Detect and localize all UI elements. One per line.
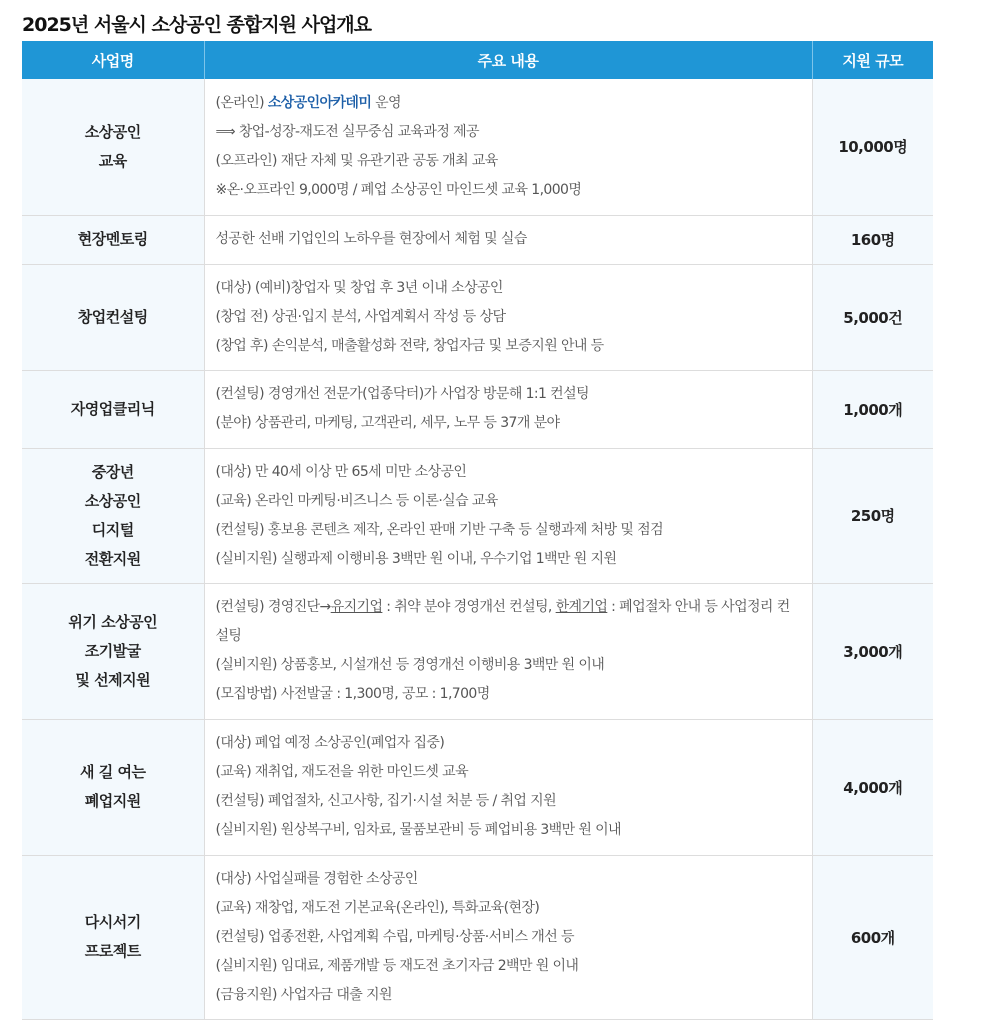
program-name-cell: [22, 719, 204, 855]
program-name-line: 교육: [98, 151, 127, 170]
support-scale-cell: 4,000개: [812, 719, 933, 855]
table-row: [22, 215, 933, 264]
content-text: : 폐업절차 안내 등 사업정리 컨설팅: [215, 599, 790, 644]
content-line: (컨설팅) 경영개선 전문가(업종닥터)가 사업장 방문해 1:1 컨설팅: [215, 386, 589, 402]
content-line: (컨설팅) 폐업절차, 신고사항, 집기·시설 처분 등 / 취업 지원: [215, 793, 557, 809]
table-header-row: [22, 41, 933, 79]
program-name-line: 조기발굴: [84, 641, 141, 660]
content-line: (교육) 온라인 마케팅·비즈니스 등 이론·실습 교육: [215, 492, 498, 509]
content-line: (컨설팅) 업종전환, 사업계획 수립, 마케팅·상품·서비스 개선 등: [215, 928, 574, 945]
content-line: (금융지원) 사업자금 대출 지원: [215, 986, 392, 1003]
program-name-line: 디지털: [91, 520, 134, 539]
content-line: [216, 593, 802, 651]
content-cell: [204, 448, 812, 583]
content-line: (실비지원) 상품홍보, 시설개선 등 경영개선 이행비용 3백만 원 이내: [215, 657, 605, 673]
content-cell: [204, 79, 812, 215]
support-scale-cell: 600개: [812, 855, 933, 1019]
program-name-line: 창업컨설팅: [77, 307, 148, 326]
program-table: [22, 41, 933, 1020]
header-support-scale: 지원 규모: [812, 41, 933, 79]
support-scale-cell: 160명: [812, 215, 933, 264]
sustain-company-term: 유지기업: [330, 599, 383, 615]
table-row: [22, 370, 933, 448]
content-line: (컨설팅) 홍보용 콘텐츠 제작, 온라인 판매 기반 구축 등 실행과제 처방 및 점검: [215, 521, 663, 538]
table-row: [22, 448, 933, 583]
content-cell: [204, 370, 812, 448]
program-name-line: 현장멘토링: [77, 230, 148, 248]
program-name-cell: [22, 215, 204, 264]
academy-highlight: 소상공인아카데미: [267, 94, 372, 111]
support-scale-cell: 10,000명: [812, 79, 933, 215]
program-name-line: 새 길 여는: [80, 763, 146, 781]
marginal-company-term: 한계기업: [555, 599, 608, 615]
program-name-line: 전환지원: [84, 549, 141, 568]
program-name-cell: [22, 448, 204, 583]
content-line: (실비지원) 실행과제 이행비용 3백만 원 이내, 우수기업 1백만 원 지원: [215, 550, 617, 567]
content-line: (실비지원) 임대료, 제품개발 등 재도전 초기자금 2백만 원 이내: [215, 957, 579, 974]
table-row: [22, 583, 933, 719]
content-line: (대상) (예비)창업자 및 창업 후 3년 이내 소상공인: [215, 279, 503, 296]
program-name-line: 소상공인: [84, 122, 141, 141]
content-line: (창업 후) 손익분석, 매출활성화 전략, 창업자금 및 보증지원 안내 등: [215, 337, 604, 354]
program-name-line: 폐업지원: [84, 792, 141, 810]
table-row: [22, 855, 933, 1019]
header-main-content: 주요 내용: [204, 41, 812, 79]
content-line: (창업 전) 상권·입지 분석, 사업계획서 작성 등 상담: [215, 308, 506, 325]
content-line: [216, 89, 802, 118]
content-line: (교육) 재취업, 재도전을 위한 마인드셋 교육: [215, 764, 469, 780]
program-name-cell: [22, 79, 204, 215]
program-name-cell: [22, 855, 204, 1019]
content-line: (대상) 만 40세 이상 만 65세 미만 소상공인: [215, 463, 467, 480]
support-scale-cell: 3,000개: [812, 583, 933, 719]
support-scale-cell: 1,000개: [812, 370, 933, 448]
content-cell: [204, 583, 812, 719]
content-cell: [204, 855, 812, 1019]
support-scale-cell: 5,000건: [812, 264, 933, 370]
header-program-name: 사업명: [22, 41, 204, 79]
table-row: [22, 719, 933, 855]
program-name-line: 중장년: [91, 462, 134, 481]
program-name-cell: [22, 370, 204, 448]
content-line: (오프라인) 재단 자체 및 유관기관 공동 개최 교육: [215, 152, 498, 169]
program-name-line: 자영업클리닉: [70, 399, 155, 418]
content-line: ⟹ 창업-성장-재도전 실무중심 교육과정 제공: [215, 123, 479, 140]
page-title: 2025년 서울시 소상공인 종합지원 사업개요: [22, 14, 372, 36]
content-line: (대상) 폐업 예정 소상공인(폐업자 집중): [215, 735, 445, 751]
table-row: [22, 264, 933, 370]
content-line: (분야) 상품관리, 마케팅, 고객관리, 세무, 노무 등 37개 분야: [215, 415, 560, 431]
program-name-line: 소상공인: [84, 491, 141, 510]
content-line: ※온·오프라인 9,000명 / 폐업 소상공인 마인드셋 교육 1,000명: [215, 181, 582, 198]
program-name-line: 위기 소상공인: [68, 612, 158, 631]
content-line: 성공한 선배 기업인의 노하우를 현장에서 체험 및 실습: [215, 231, 527, 247]
content-text: : 취약 분야 경영개선 컨설팅,: [382, 599, 556, 615]
content-cell: [204, 719, 812, 855]
content-text: (온라인): [215, 94, 268, 111]
program-name-line: 프로젝트: [84, 942, 141, 960]
content-line: (실비지원) 원상복구비, 임차료, 물품보관비 등 폐업비용 3백만 원 이내: [215, 822, 621, 838]
content-text: 운영: [371, 94, 401, 111]
content-line: (모집방법) 사전발굴 : 1,300명, 공모 : 1,700명: [215, 686, 490, 702]
program-name-line: 및 선제지원: [75, 670, 151, 689]
content-line: (대상) 사업실패를 경험한 소상공인: [215, 870, 418, 887]
program-name-line: 다시서기: [84, 913, 141, 931]
content-text: (컨설팅) 경영진단→: [215, 599, 331, 615]
content-cell: [204, 215, 812, 264]
program-name-cell: [22, 264, 204, 370]
table-row: [22, 79, 933, 215]
program-name-cell: [22, 583, 204, 719]
content-line: (교육) 재창업, 재도전 기본교육(온라인), 특화교육(현장): [215, 899, 540, 916]
content-cell: [204, 264, 812, 370]
support-scale-cell: 250명: [812, 448, 933, 583]
